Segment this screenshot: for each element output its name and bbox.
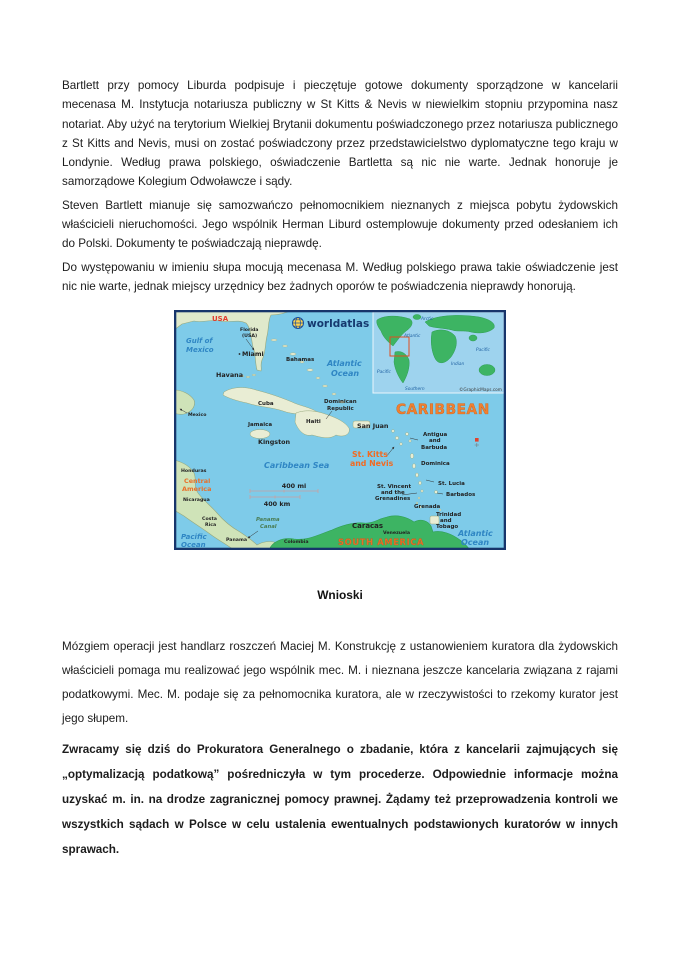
map-label-atlantic-ocean-south: Atlantic Ocean xyxy=(458,529,493,548)
map-label-honduras: Honduras xyxy=(181,469,207,475)
map-label-barbados: Barbados xyxy=(446,492,476,499)
caribbean-map-svg xyxy=(174,310,506,550)
map-label-antigua-and-barbuda: Antigua and Barbuda xyxy=(421,432,448,452)
map-label-dominica: Dominica xyxy=(421,461,450,468)
map-label-miami xyxy=(239,350,264,358)
map-label-mexico: Mexico xyxy=(188,413,207,419)
map-label-st-vincent: St. Vincent and the Grenadines xyxy=(375,484,412,503)
map-label-usa: USA xyxy=(212,315,229,324)
map-label-panama-canal: Panama Canal xyxy=(256,517,280,531)
inset-label-pacific-right: Pacific xyxy=(476,348,490,354)
map-scale-km: 400 km xyxy=(263,500,291,509)
map-label-cuba: Cuba xyxy=(258,401,274,408)
inset-label-arctic: Arctic xyxy=(421,317,434,323)
map-label-costa-rica: Costa Rica xyxy=(202,517,217,529)
map-label-st-lucia: St. Lucia xyxy=(438,481,465,488)
map-label-grenada: Grenada xyxy=(414,504,441,511)
map-label-dominican-republic: Dominican Republic xyxy=(324,399,357,413)
world-inset xyxy=(373,312,504,393)
map-label-trinidad-and-tobago: Trinidad and Tobago xyxy=(436,512,462,531)
paragraph-appeal-prokurator: Zwracamy się dziś do Prokuratora Generalnego o zbadanie, która z kancelarii zajmujących się „optymalizacją podatkową” pośredniczyła w tym procederze. Odpowiednie informacje można uzyskać m. in. na drodze zagranicznej pomocy prawnej. Żądamy też przeprowadzenia kontroli we wszystkich sądach w Polsce w celu ustalenia ewentualnych podstawionych kuratorów w innych sprawach. xyxy=(62,743,618,857)
map-scale-miles: 400 mi xyxy=(281,482,307,491)
map-label-atlantic-ocean-north: Atlantic Ocean xyxy=(327,359,362,379)
map-label-colombia: Colombia xyxy=(284,540,309,546)
map-label-kingston: Kingston xyxy=(258,438,291,447)
caribbean-map-image xyxy=(174,310,506,550)
map-label-panama: Panama xyxy=(226,538,248,544)
map-title-caribbean: CARIBBEAN xyxy=(396,402,490,419)
map-label-gulf-of-mexico: Gulf of Mexico xyxy=(186,337,214,355)
paragraph-bartlett: Bartlett przy pomocy Liburda podpisuje i pieczętuje gotowe dokumenty sporządzone w kancelarii mecenasa M. Instytucja notariusza publiczny w St Kitts & Nevis w niewielkim stopniu przypomina nasz notariat. Aby użyć na terytorium Wielkiej Brytanii dokumentu poświadczonego przez notariusza publicznego z St Kitts and Nevis, musi on zostać poświadczony przez przedstawicielstwo dyplomatyczne tego kraju w Londynie. Według prawa polskiego, oświadczenie Bartletta są nic nie warte. Jednak honoruje je samorządowe Kolegium Odwoławcze i sądy. xyxy=(62,79,618,189)
section-heading-wnioski: Wnioski xyxy=(317,588,363,603)
inset-label-atlantic: Atlantic xyxy=(404,334,421,340)
map-label-nicaragua: Nicaragua xyxy=(183,498,210,504)
inset-credit: ©GraphicMaps.com xyxy=(459,388,502,394)
map-label-central-america: Central America xyxy=(182,477,212,494)
worldatlas-logo-text: worldatlas xyxy=(307,318,370,331)
paragraph-wystepowanie: Do występowaniu w imieniu słupa mocują mecenasa M. Według polskiego prawa takie oświadczenie jest nic nie warte, jednak miejscy urzędnicy bez żadnych oporów te poświadczenia nieprawdy honorują. xyxy=(62,260,618,293)
map-label-bahamas: Bahamas xyxy=(286,357,315,364)
map-label-venezuela: Venezuela xyxy=(383,531,411,537)
map-label-haiti: Haiti xyxy=(306,419,321,426)
map-label-havana: Havana xyxy=(216,371,244,380)
inset-label-indian: Indian xyxy=(451,362,465,368)
inset-label-pacific-left: Pacific xyxy=(377,370,391,376)
map-label-florida: Florida (USA) xyxy=(240,328,259,340)
paragraph-steven-bartlett: Steven Bartlett mianuje się samozwańczo pełnomocnikiem nieznanych z miejsca pobytu żydowskich właścicieli nieruchomości. Jego wspólnik Herman Liburd ostemplowuje dokumenty przed odesłaniem ich do Polski. Dokumenty te poświadczają nieprawdę. xyxy=(62,198,618,251)
map-label-caribbean-sea: Caribbean Sea xyxy=(264,461,330,471)
paragraph-mozgiem-operacji: Mózgiem operacji jest handlarz roszczeń Maciej M. Konstrukcję z ustanowieniem kuratora dla żydowskich właścicieli pomaga mu realizować jego wspólnik mec. M. i nieznana jeszcze kancelaria związana z rajami podatkowymi. Mec. M. podaje się za pełnomocnika kuratora, ale w rzeczywistości to rzekomy kurator jest jego słupem. xyxy=(62,640,618,726)
inset-label-southern: Southern xyxy=(405,387,425,393)
map-label-san-juan: San Juan xyxy=(357,422,389,431)
map-label-pacific-ocean: Pacific Ocean xyxy=(181,533,207,550)
map-label-south-america: SOUTH AMERICA xyxy=(338,537,425,548)
map-label-st-kitts-and-nevis: St. Kitts and Nevis xyxy=(350,450,394,469)
map-label-jamaica: Jamaica xyxy=(248,422,273,429)
svg-text:Miami: Miami xyxy=(242,350,264,359)
map-label-caracas: Caracas xyxy=(352,522,384,531)
